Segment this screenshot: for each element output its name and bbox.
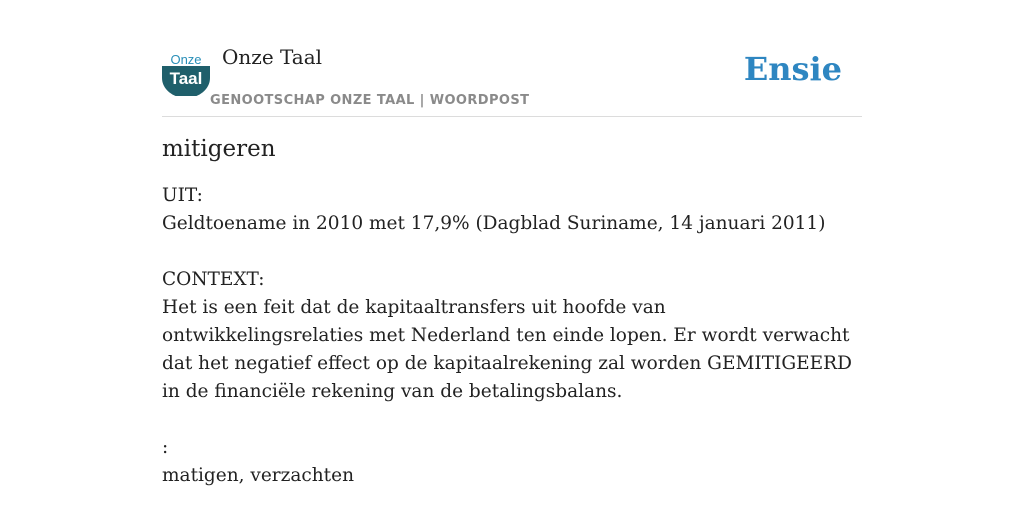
site-logo[interactable]: Ensie — [743, 50, 842, 88]
context-text: Het is een feit dat de kapitaaltransfers uit hoofde van ontwikkelingsrelaties met Nederland ten einde lopen. Er wordt verwacht dat het negatief effect op de kapitaalrekening zal worden GEMITIGEERD in de financiële rekening van de betalingsbalans. — [162, 297, 852, 402]
spacer — [162, 238, 862, 266]
uit-text: Geldtoename in 2010 met 17,9% (Dagblad Suriname, 14 januari 2011) — [162, 213, 826, 234]
header — [162, 40, 862, 117]
entry-title: mitigeren — [162, 136, 276, 162]
context-label: CONTEXT: — [162, 269, 265, 290]
brand-subtitle: GENOOTSCHAP ONZE TAAL | WOORDPOST — [210, 93, 530, 108]
logo-bottom-text: Taal — [169, 69, 203, 88]
entry-body — [162, 182, 862, 490]
meaning-label: : — [162, 437, 169, 458]
entry-content — [162, 136, 862, 490]
logo-top-text: Onze — [170, 54, 202, 67]
spacer — [162, 406, 862, 434]
meaning-text: matigen, verzachten — [162, 465, 354, 486]
uit-label: UIT: — [162, 185, 203, 206]
brand-name[interactable]: Onze Taal — [222, 45, 323, 69]
onze-taal-logo-icon[interactable] — [162, 54, 210, 96]
